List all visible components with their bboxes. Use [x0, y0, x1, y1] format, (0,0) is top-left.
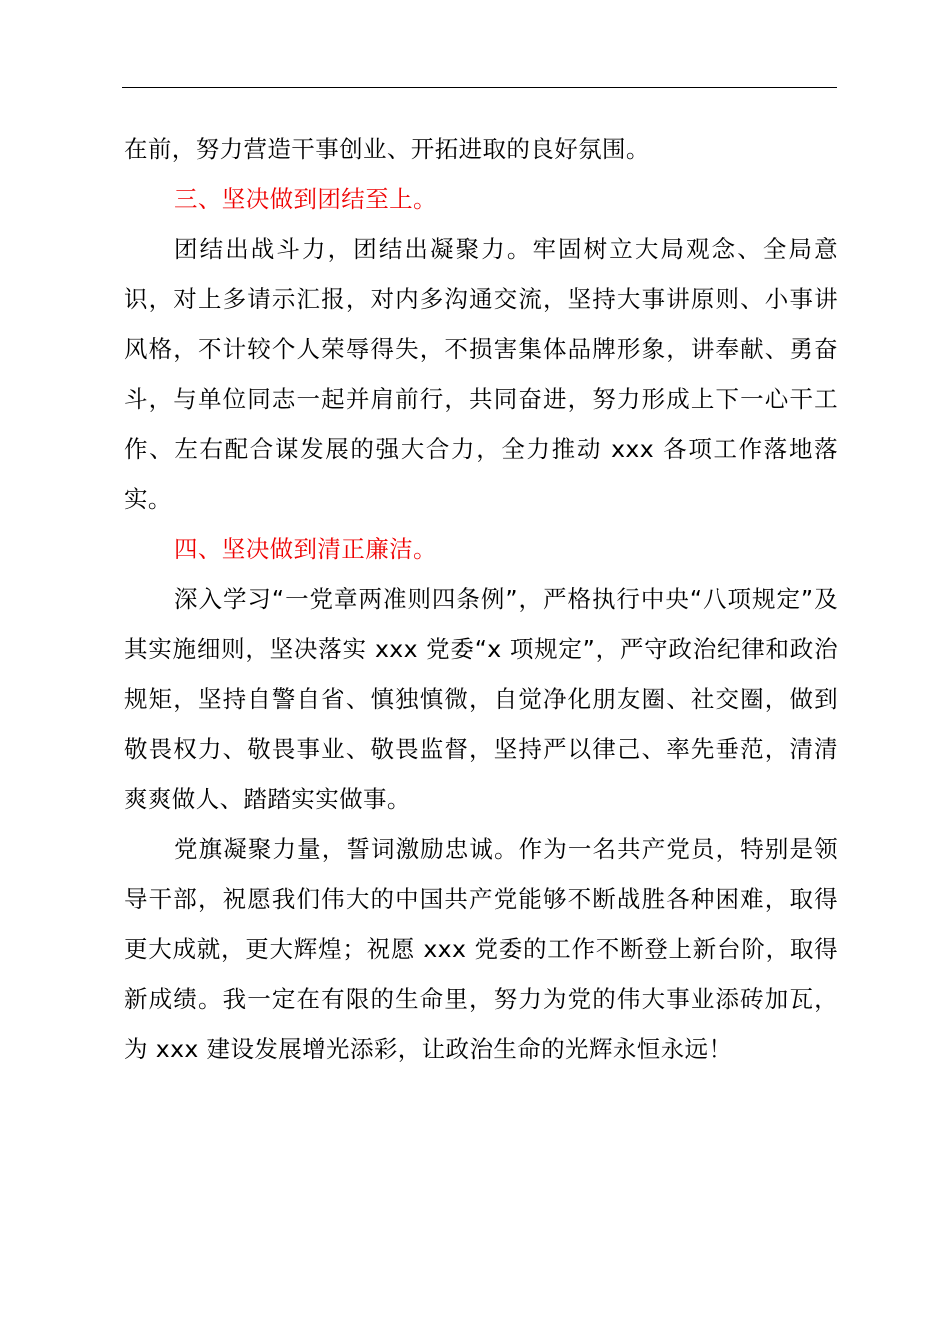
- section-4-body: 深入学习“一党章两准则四条例”，严格执行中央“八项规定”及其实施细则，坚决落实 xxx 党委“x 项规定”，严守政治纪律和政治规矩，坚持自警自省、慎独慎微，自觉净化朋友圈、社交圈，做到敬畏权力、敬畏事业、敬畏监督，坚持严以律己、率先垂范，清清爽爽做人、踏踏实实做事。: [124, 585, 838, 813]
- section-3-body: 团结出战斗力，团结出凝聚力。牢固树立大局观念、全局意识，对上多请示汇报，对内多沟通交流，坚持大事讲原则、小事讲风格，不计较个人荣辱得失，不损害集体品牌形象，讲奉献、勇奋斗，与单位同志一起并肩前行，共同奋进，努力形成上下一心干工作、左右配合谋发展的强大合力，全力推动 xxx 各项工作落地落实。: [124, 235, 838, 513]
- closing-paragraph: 党旗凝聚力量，誓词激励忠诚。作为一名共产党员，特别是领导干部，祝愿我们伟大的中国共产党能够不断战胜各种困难，取得更大成就，更大辉煌；祝愿 xxx 党委的工作不断登上新台阶，取得新成绩。我一定在有限的生命里，努力为党的伟大事业添砖加瓦，为 xxx 建设发展增光添彩，让政治生命的光辉永恒永远！: [124, 835, 838, 1063]
- section-3-heading: 三、坚决做到团结至上。: [174, 185, 437, 213]
- header-rule: [122, 87, 837, 88]
- section-4-heading: 四、坚决做到清正廉洁。: [174, 535, 437, 563]
- document-body: [124, 124, 838, 1074]
- continuation-paragraph: 在前，努力营造干事创业、开拓进取的良好氛围。: [124, 135, 650, 163]
